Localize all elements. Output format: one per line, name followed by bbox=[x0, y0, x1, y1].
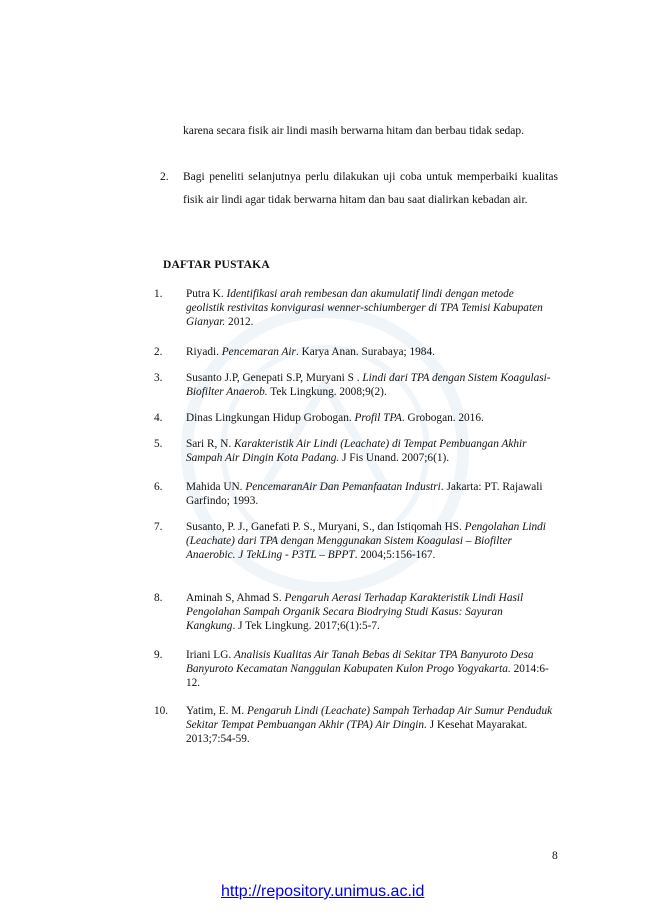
reference-text: Dinas Lingkungan Hidup Grobogan. Profil TPA. Grobogan. 2016. bbox=[186, 412, 484, 424]
reference-number: 6. bbox=[154, 481, 163, 493]
suggestion-item-number: 2. bbox=[160, 171, 169, 183]
reference-number: 10. bbox=[154, 705, 169, 717]
reference-text: Riyadi. Pencemaran Air. Karya Anan. Surabaya; 1984. bbox=[186, 346, 435, 358]
reference-number: 2. bbox=[154, 346, 163, 358]
reference-text: Putra K. Identifikasi arah rembesan dan akumulatif lindi dengan metode geolistik restivitas konvigurasi wenner-schiumberger di TPA Temisi Kabupaten Gianyar. 2012. bbox=[186, 288, 543, 328]
reference-text: Yatim, E. M. Pengaruh Lindi (Leachate) Sampah Terhadap Air Sumur Penduduk Sekitar Tempat Pembuangan Akhir (TPA) Air Dingin. J Kesehat Mayarakat. 2013;7:54-59. bbox=[186, 705, 553, 745]
repository-link[interactable]: http://repository.unimus.ac.id bbox=[221, 883, 425, 900]
reference-text: Mahida UN. PencemaranAir Dan Pemanfaatan Industri. Jakarta: PT. Rajawali Garfindo; 1993. bbox=[186, 481, 543, 507]
reference-text: Iriani LG. Analisis Kualitas Air Tanah Bebas di Sekitar TPA Banyuroto Desa Banyuroto Kecamatan Nanggulan Kabupaten Kulon Progo Yogyakarta. 2014:6-12. bbox=[186, 649, 549, 689]
continuation-paragraph: karena secara fisik air lindi masih berwarna hitam dan berbau tidak sedap. bbox=[183, 125, 525, 137]
reference-number: 7. bbox=[154, 521, 163, 533]
reference-number: 9. bbox=[154, 649, 163, 661]
reference-text: Sari R, N. Karakteristik Air Lindi (Leachate) di Tempat Pembuangan Akhir Sampah Air Dingin Kota Padang. J Fis Unand. 2007;6(1). bbox=[186, 438, 527, 464]
bibliography-heading: DAFTAR PUSTAKA bbox=[163, 259, 270, 271]
reference-number: 8. bbox=[154, 592, 163, 604]
reference-text: Aminah S, Ahmad S. Pengaruh Aerasi Terhadap Karakteristik Lindi Hasil Pengolahan Sampah Organik Secara Biodrying Studi Kasus: Sayuran Kangkung. J Tek Lingkung. 2017;6(1):5-7. bbox=[186, 592, 524, 632]
reference-number: 3. bbox=[154, 372, 163, 384]
reference-number: 1. bbox=[154, 288, 163, 300]
reference-number: 4. bbox=[154, 412, 163, 424]
reference-text: Susanto, P. J., Ganefati P. S., Muryani, S., dan Istiqomah HS. Pengolahan Lindi (Leachate) dari TPA dengan Menggunakan Sistem Koagulasi – Biofilter Anaerobic. J TekLing - P3TL – BPPT. 2004;5:156-167. bbox=[186, 521, 546, 561]
reference-number: 5. bbox=[154, 438, 163, 450]
page-number: 8 bbox=[552, 850, 558, 862]
suggestion-item-text: Bagi peneliti selanjutnya perlu dilakukan uji coba untuk memperbaiki kualitas fisik air lindi agar tidak berwarna hitam dan bau saat dialirkan kebadan air. bbox=[183, 171, 558, 206]
reference-text: Susanto J.P, Genepati S.P, Muryani S . Lindi dari TPA dengan Sistem Koagulasi-Biofilter Anaerob. Tek Lingkung. 2008;9(2). bbox=[186, 372, 551, 398]
